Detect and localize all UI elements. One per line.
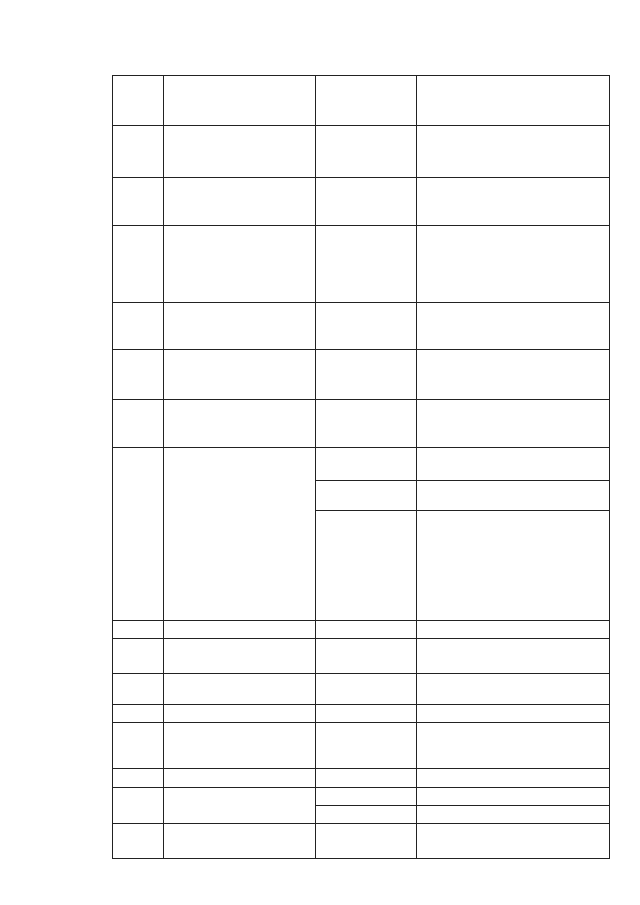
table-row — [113, 824, 610, 859]
atc-code-cell — [113, 126, 164, 178]
table-row — [113, 226, 610, 303]
atc-code-cell — [113, 723, 164, 769]
table-row — [113, 448, 610, 481]
atc-code-cell — [113, 824, 164, 859]
drug-name-cell — [316, 769, 417, 788]
dosage-forms-cell — [417, 226, 610, 303]
atc-classification-cell — [164, 769, 316, 788]
drug-name-cell — [316, 621, 417, 639]
atc-classification-cell — [164, 639, 316, 674]
drug-name-cell — [316, 303, 417, 350]
atc-classification-cell — [164, 621, 316, 639]
drug-name-cell — [316, 788, 417, 806]
atc-classification-cell — [164, 303, 316, 350]
drug-name-cell — [316, 723, 417, 769]
atc-classification-cell — [164, 674, 316, 705]
dosage-forms-cell — [417, 178, 610, 226]
drug-name-cell — [316, 824, 417, 859]
atc-classification-cell — [164, 350, 316, 400]
drug-name-cell — [316, 126, 417, 178]
drug-name-cell — [316, 705, 417, 723]
dosage-forms-cell — [417, 824, 610, 859]
atc-classification-cell — [164, 723, 316, 769]
table-row — [113, 769, 610, 788]
table-row — [113, 303, 610, 350]
header-atc-code — [113, 76, 164, 126]
atc-drug-table — [112, 75, 610, 859]
drug-name-cell — [316, 448, 417, 481]
atc-code-cell — [113, 674, 164, 705]
atc-code-cell — [113, 226, 164, 303]
header-atc-classification — [164, 76, 316, 126]
table-row — [113, 350, 610, 400]
atc-classification-cell — [164, 400, 316, 448]
drug-name-cell — [316, 350, 417, 400]
table-row — [113, 621, 610, 639]
atc-classification-cell — [164, 126, 316, 178]
dosage-forms-cell — [417, 806, 610, 824]
dosage-forms-cell — [417, 303, 610, 350]
dosage-forms-cell — [417, 511, 610, 621]
dosage-forms-cell — [417, 481, 610, 511]
atc-code-cell — [113, 769, 164, 788]
table-row — [113, 126, 610, 178]
atc-code-cell — [113, 350, 164, 400]
table-row — [113, 788, 610, 806]
table-row — [113, 705, 610, 723]
atc-code-cell — [113, 178, 164, 226]
atc-classification-cell — [164, 824, 316, 859]
atc-classification-cell — [164, 788, 316, 824]
atc-classification-cell — [164, 178, 316, 226]
drug-name-cell — [316, 481, 417, 511]
drug-name-cell — [316, 639, 417, 674]
table-row — [113, 723, 610, 769]
dosage-forms-cell — [417, 621, 610, 639]
atc-code-cell — [113, 303, 164, 350]
dosage-forms-cell — [417, 448, 610, 481]
drug-name-cell — [316, 400, 417, 448]
dosage-forms-cell — [417, 674, 610, 705]
drug-name-cell — [316, 511, 417, 621]
table-row — [113, 178, 610, 226]
dosage-forms-cell — [417, 639, 610, 674]
atc-code-cell — [113, 788, 164, 824]
dosage-forms-cell — [417, 788, 610, 806]
drug-name-cell — [316, 806, 417, 824]
drug-name-cell — [316, 674, 417, 705]
dosage-forms-cell — [417, 126, 610, 178]
atc-code-cell — [113, 400, 164, 448]
dosage-forms-cell — [417, 705, 610, 723]
atc-classification-cell — [164, 226, 316, 303]
atc-code-cell — [113, 448, 164, 621]
table-row — [113, 400, 610, 448]
table-row — [113, 639, 610, 674]
atc-classification-cell — [164, 448, 316, 621]
drug-name-cell — [316, 178, 417, 226]
dosage-forms-cell — [417, 350, 610, 400]
atc-code-cell — [113, 705, 164, 723]
dosage-forms-cell — [417, 723, 610, 769]
atc-classification-cell — [164, 705, 316, 723]
dosage-forms-cell — [417, 400, 610, 448]
atc-code-cell — [113, 621, 164, 639]
header-dosage-forms — [417, 76, 610, 126]
table-body — [113, 126, 610, 859]
table-row — [113, 674, 610, 705]
drug-name-cell — [316, 226, 417, 303]
dosage-forms-cell — [417, 769, 610, 788]
table-header-row — [113, 76, 610, 126]
header-drugs — [316, 76, 417, 126]
atc-code-cell — [113, 639, 164, 674]
